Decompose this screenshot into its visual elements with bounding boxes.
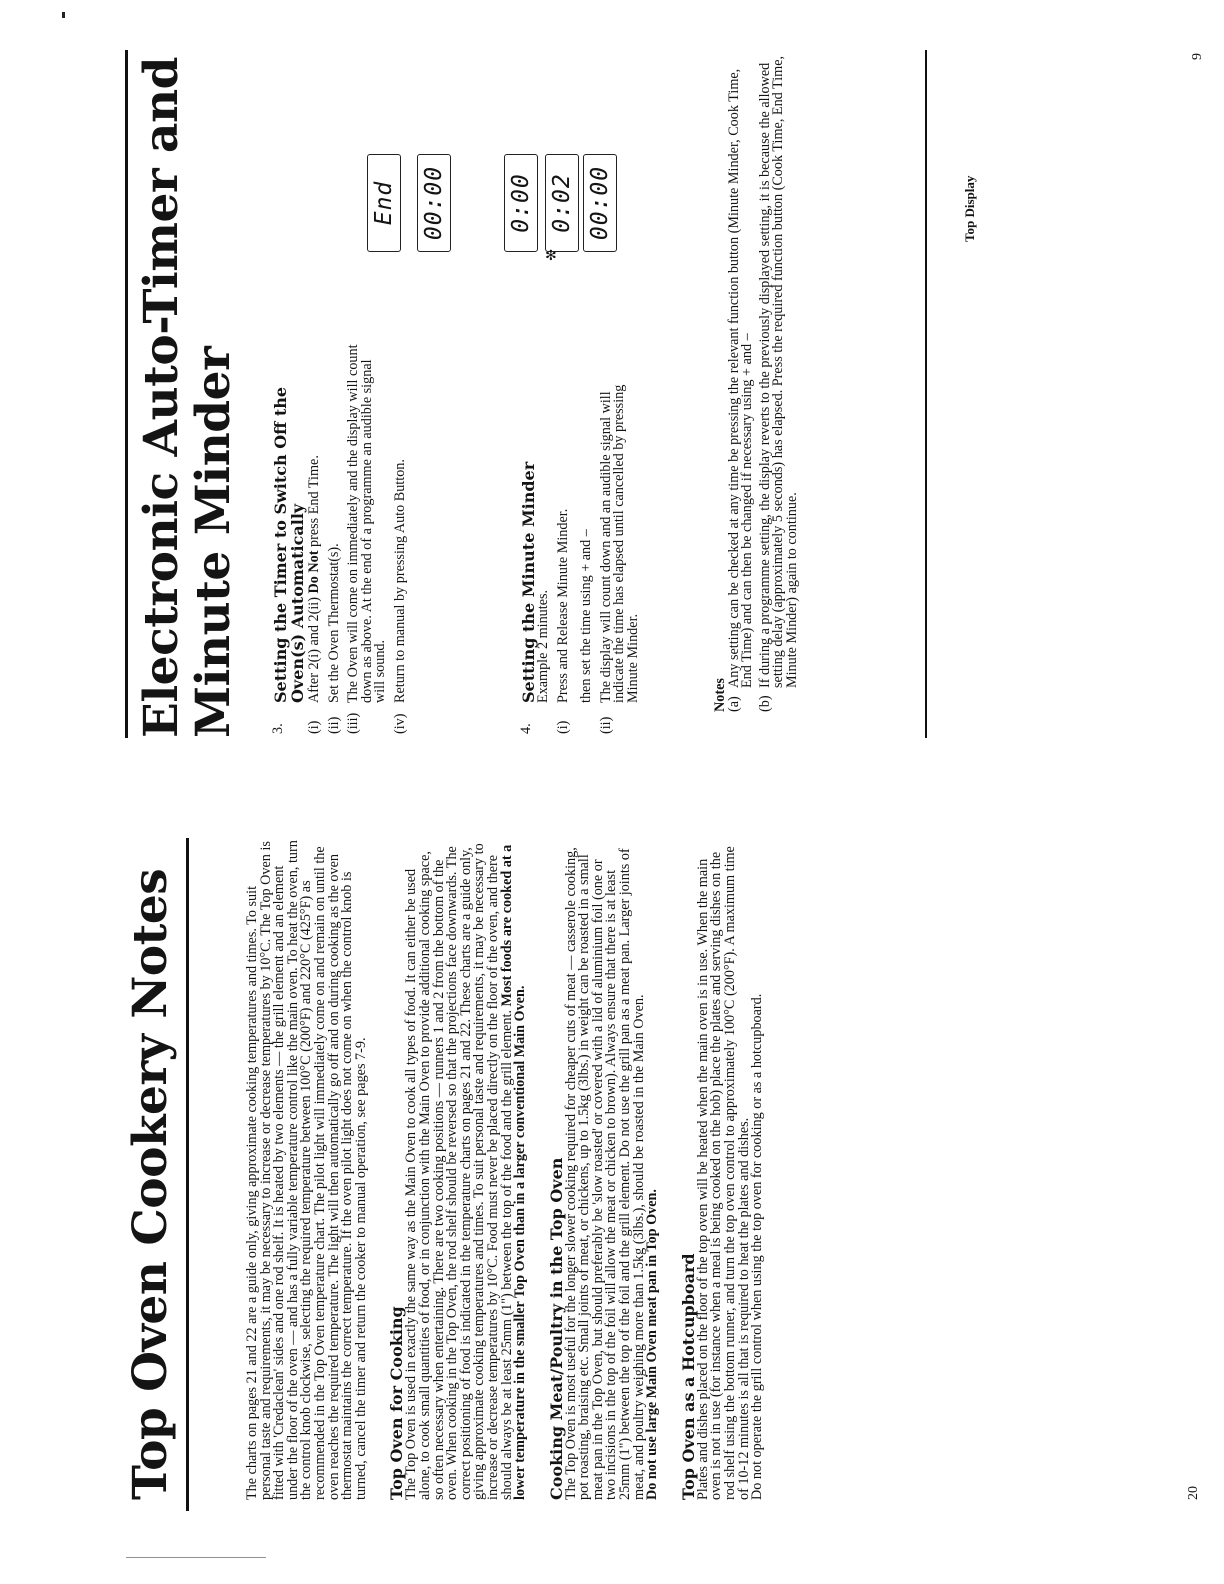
right-title-line-2: Minute Minder <box>186 346 241 738</box>
right-title-rule-bottom <box>925 50 927 738</box>
intro-paragraph: The charts on pages 21 and 22 are a guide only, giving approximate cooking temperatures and times. To suit personal taste and requirements, it may be necessary to increase or decrease temperatures by 10°C. The Top Oven is fitted with 'Credaclean' sides and one rod shelf. It is heated by two elements — the grill element and an element under the floor of the oven — and has a fully variable temperature control like the main oven. To heat the oven, turn the control knob clockwise, selecting the required temperature between 100°C (200°F) and 220°C (425°F) as recommended in the Top Oven temperature chart. The pilot light will immediately come on and remain on until the oven reaches the required temperature. The light will then automatically go off and on during cooking as the oven thermostat maintains the correct temperature. If the oven pilot light does not come on when the control knob is turned, cancel the timer and return the cooker to manual operation, see pages 7-9. <box>244 840 369 1500</box>
step4-number: 4. <box>518 723 534 734</box>
section-body-top-oven-cooking: The Top Oven is used in exactly the same way as the Main Oven to cook all types of food. It can either be used alone, to cook small quantities of food, or in conjunction with the Main Oven to provide additional cooking space, so often necessary when entertaining. There are two cooking positions — runners 1 and 2 from the bottom of the oven. When cooking in the Top Oven, the rod shelf should be reversed so that the projections face downwards. The correct positioning of food is indicated in the temperature charts on pages 21 and 22. These charts are a guide only, giving approximate cooking temperatures and times. To suit personal taste and requirements, it may be necessary to increase or decrease temperatures by 10°C. Food must never be placed directly on the floor of the oven, and there should always be at least 25mm (1") between the top of the food and the grill element. Most foods are cooked at a lower temperature in the smaller Top Oven than in a larger conventional Main Oven. <box>403 843 529 1500</box>
lcd-display-step3-time: 00:00 <box>417 154 451 252</box>
step3-block <box>272 344 408 734</box>
scan-mark <box>62 12 65 18</box>
step3-number: 3. <box>270 723 286 734</box>
left-page-title: Top Oven Cookery Notes <box>123 868 178 1500</box>
notes-heading: Notes <box>712 678 728 712</box>
section-body-hotcupboard: Plates and dishes placed on the floor of the top oven will be heated when the main oven is in use. When the main oven is not in use (for instance when a meal is being cooked on the hob) place the plates and serving dishes on the rod shelf using the bottom runner, and turn the top oven control to approximately 100°C (200°F). A maximum time of 10-12 minutes is all that is required to heat the plates and dishes. <box>694 846 752 1500</box>
scan-mark-bottom <box>126 1557 266 1558</box>
step4-block <box>520 344 641 734</box>
step3-heading-row <box>272 344 306 734</box>
right-title-line-1: Electronic Auto-Timer and <box>134 56 189 738</box>
step3-item: (ii) Set the Oven Thermostat(s). <box>325 543 342 734</box>
lcd-display-minute-minder-end: 00:00 <box>583 154 617 252</box>
section-heading-meat-poultry: Cooking Meat/Poultry in the Top Oven <box>546 1157 566 1500</box>
lcd-display-minute-minder-set: 0:02 <box>545 154 579 252</box>
left-title-rule <box>186 838 189 1511</box>
step3-item: (iv) Return to manual by pressing Auto Button. <box>391 459 408 734</box>
alarm-bell-icon: ✻ <box>545 248 557 264</box>
section-body-hotcupboard-grill-note: Do not operate the grill control when using the top oven for cooking or as a hotcupboard. <box>749 993 766 1500</box>
top-display-label: Top Display <box>962 175 977 242</box>
step4-item: (i) Press and Release Minute Minder. then set the time using + and – <box>554 508 595 734</box>
step4-heading-row <box>520 344 551 734</box>
step3-item: (iii) The Oven will come on immediately and the display will count down as above. At the end of a programme an audible signal will sound. <box>345 344 389 734</box>
note-item: (b) If during a programme setting, the display reverts to the previously displayed setting, it is because the allowed setting delay (approximately 5 seconds) has elapsed. Press the required function button (Cook Time, End Time, Minute Minder) again to continue. <box>756 55 800 712</box>
note-item: (a) Any setting can be checked at any time be pressing the relevant function button (Minute Minder, Cook Time, End Time) and can then be changed if necessary using + and – <box>725 68 756 712</box>
section-body-meat-poultry: The Top Oven is most useful for the longer slower cooking required for cheaper cuts of meat — casserole cooking, pot roasting, braising etc. Small joints of meat, or chickens, up to 1.5kg (3lbs.) in weight can be roasted in a small meat pan in the Top Oven, but should preferably be 'slow roasted' or covered with a lid of aluminium foil (one or two incisions in the top of the foil will allow the meat or chicken to brown). Always ensure that there is at least 25mm (1") between the top of the foil and the grill element. Do not use the grill pan as a meat pan. Larger joints of meat, and poultry weighing more than 1.5kg (3lbs.), should be roasted in the Main Oven. <box>562 847 647 1500</box>
lcd-display-end: End <box>367 154 401 252</box>
step4-item: (ii) The display will count down and an audible signal will indicate the time has elapsed until cancelled by pressing Minute Minder. <box>597 384 641 734</box>
lcd-display-minute-minder-zero: 0:00 <box>504 154 538 252</box>
right-page-title <box>136 57 240 738</box>
section-heading-hotcupboard: Top Oven as a Hotcupboard <box>678 1253 698 1500</box>
notes-block <box>714 52 800 712</box>
page-number-left: 20 <box>1186 1486 1201 1500</box>
step3-item: (i) After 2(i) and 2(ii) Do Not press End Time. <box>306 455 322 734</box>
section-heading-top-oven-cooking: Top Oven for Cooking <box>387 1306 407 1500</box>
right-title-rule-top <box>125 50 128 738</box>
page-number-right: 9 <box>1190 53 1205 60</box>
step4-example: Example 2 minutes. <box>535 589 551 703</box>
step3-heading: Setting the Timer to Switch Off the Oven(s) Automatically <box>271 386 307 703</box>
left-page-body <box>246 840 765 1500</box>
step4-heading: Setting the Minute Minder <box>519 461 538 703</box>
meat-pan-warning: Do not use large Main Oven meat pan in Top Oven. <box>644 1189 661 1500</box>
